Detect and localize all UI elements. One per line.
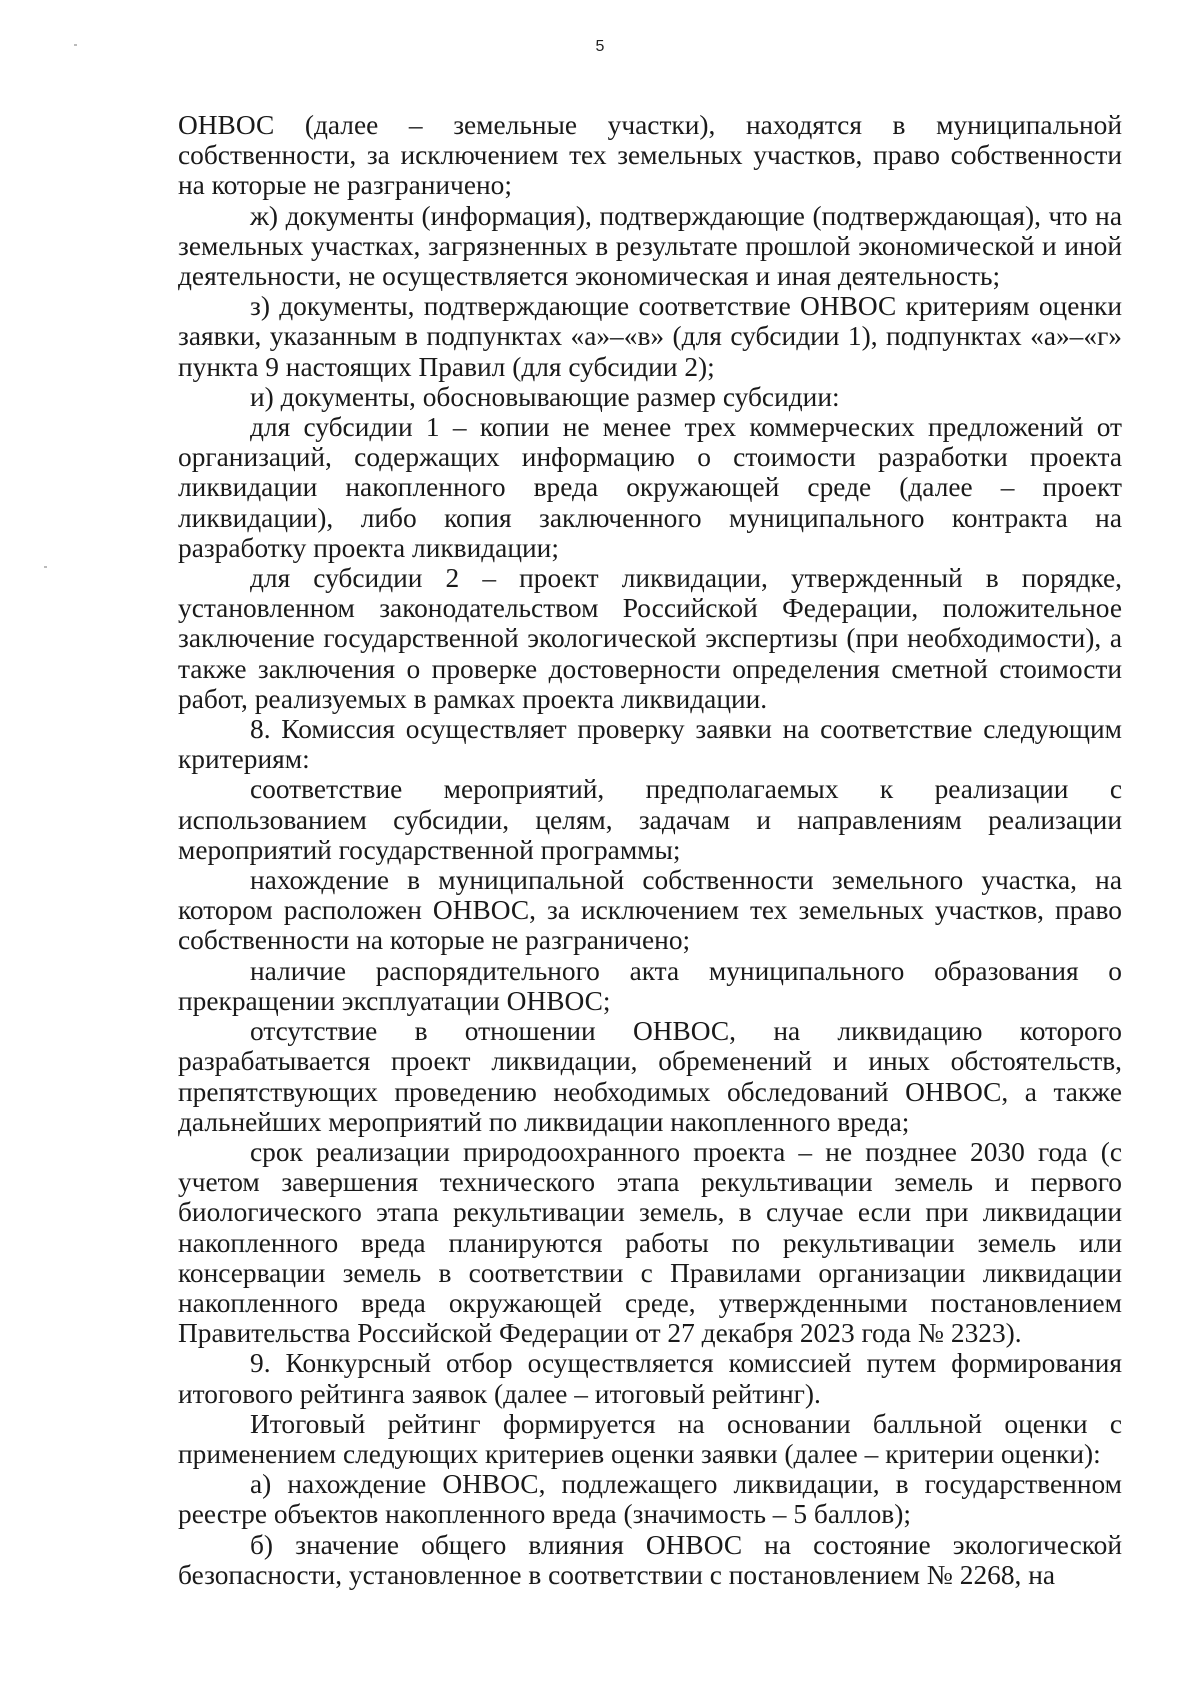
paragraph-criterion-ownership: нахождение в муниципальной собственности земельного участка, на котором расположен ОНВОС, за исключением тех земельных участков, право собственности на которые не разграничено; [178,865,1122,956]
document-body [178,110,1122,1590]
scan-speck [74,44,77,46]
paragraph-item-i: и) документы, обосновывающие размер субсидии: [250,381,840,412]
scan-speck [44,566,47,568]
paragraph-clause-8: 8. Комиссия осуществляет проверку заявки на соответствие следующим критериям: [178,714,1122,775]
paragraph-rating-item-a: а) нахождение ОНВОС, подлежащего ликвидации, в государственном реестре объектов накопленного вреда (значимость – 5 баллов); [178,1469,1122,1530]
paragraph-subsidy-1: для субсидии 1 – копии не менее трех коммерческих предложений от организаций, содержащих информацию о стоимости разработки проекта ликвидации накопленного вреда окружающей среде (далее – проект ликвидации), либо копия заключенного муниципального контракта на разработку проекта ликвидации; [178,412,1122,563]
paragraph-continuation: ОНВОС (далее – земельные участки), находятся в муниципальной собственности, за исключением тех земельных участков, право собственности на которые не разграничено; [178,110,1122,201]
paragraph-rating-item-b: б) значение общего влияния ОНВОС на состояние экологической безопасности, установленное в соответствии с постановлением № 2268, на [178,1529,1122,1590]
paragraph-criterion-deadline: срок реализации природоохранного проекта – не позднее 2030 года (с учетом завершения технического этапа рекультивации земель и первого биологического этапа рекультивации земель, в случае если при ликвидации накопленного вреда планируются работы по рекультивации земель или консервации земель в соответствии с Правилами организации ликвидации накопленного вреда окружающей среде, утвержденными постановлением Правительства Российской Федерации от 27 декабря 2023 года № 2323). [178,1136,1122,1349]
paragraph-criterion-encumbrance: отсутствие в отношении ОНВОС, на ликвидацию которого разрабатывается проект ликвидации, обременений и иных обстоятельств, препятствующих проведению необходимых обследований ОНВОС, а также дальнейших мероприятий по ликвидации накопленного вреда; [178,1016,1122,1137]
paragraph-subsidy-2: для субсидии 2 – проект ликвидации, утвержденный в порядке, установленном законодательством Российской Федерации, положительное заключение государственной экологической экспертизы (при необходимости), а также заключения о проверке достоверности определения сметной стоимости работ, реализуемых в рамках проекта ликвидации. [178,563,1122,714]
paragraph-rating: Итоговый рейтинг формируется на основании балльной оценки с применением следующих критериев оценки заявки (далее – критерии оценки): [178,1408,1122,1469]
page-number: 5 [595,38,605,55]
paragraph-clause-9: 9. Конкурсный отбор осуществляется комиссией путем формирования итогового рейтинга заявок (далее – итоговый рейтинг). [178,1348,1122,1409]
paragraph-criterion-goals: соответствие мероприятий, предполагаемых к реализации с использованием субсидии, целям, задачам и направлениям реализации мероприятий государственной программы; [178,774,1122,865]
paragraph-item-zh: ж) документы (информация), подтверждающие (подтверждающая), что на земельных участках, загрязненных в результате прошлой экономической и иной деятельности, не осуществляется экономическая и иная деятельность; [178,200,1122,292]
paragraph-criterion-act: наличие распорядительного акта муниципального образования о прекращении эксплуатации ОНВОС; [178,955,1122,1016]
paragraph-item-z: з) документы, подтверждающие соответствие ОНВОС критериям оценки заявки, указанным в подпунктах «а»–«в» (для субсидии 1), подпунктах «а»–«г» пункта 9 настоящих Правил (для субсидии 2); [178,291,1122,382]
